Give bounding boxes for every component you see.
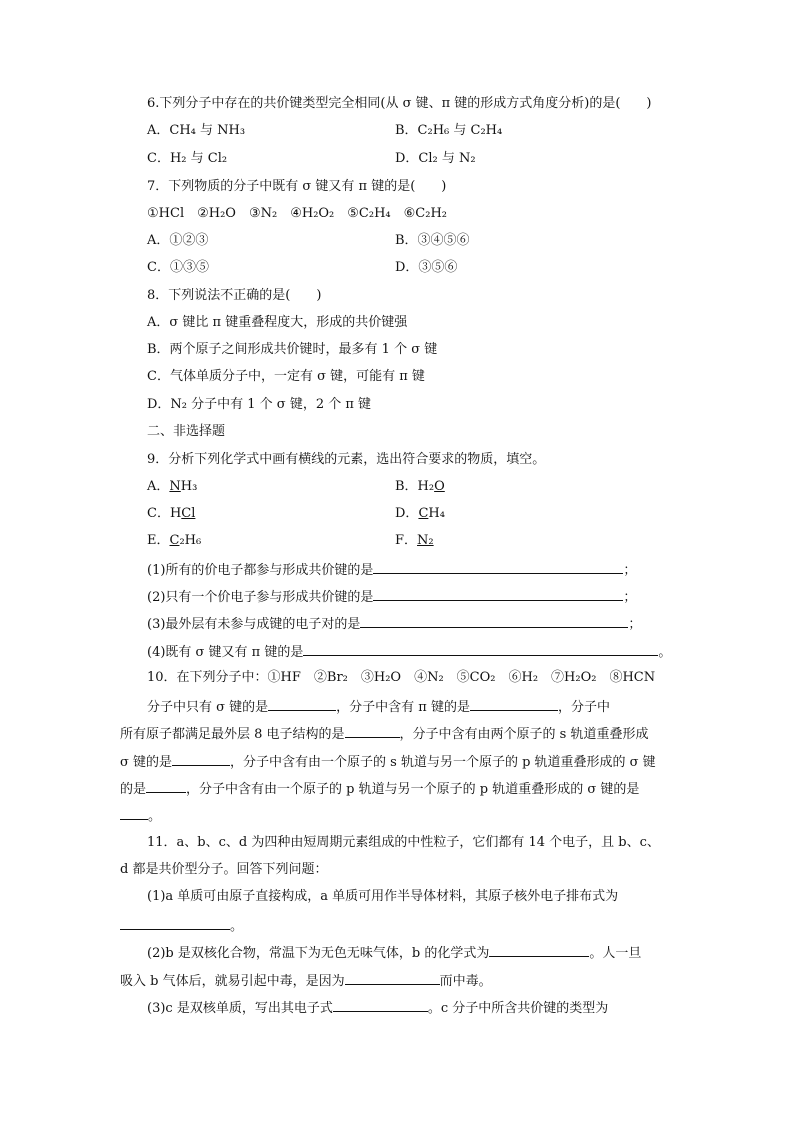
q11-part-1: (1)a 单质可由原子直接构成，a 单质可用作半导体材料，其原子核外电子排布式为 <box>147 889 619 904</box>
q10-line-1: 分子中只有 σ 键的是 ，分子中含有 π 键的是 ，分子中 <box>147 697 610 717</box>
answer-blank[interactable] <box>345 971 440 985</box>
q10-line-5: 。 <box>120 806 161 826</box>
q9-part-4: (4)既有 σ 键又有 π 键的是 。 <box>147 642 671 662</box>
q6-option-d: D．Cl₂ 与 N₂ <box>395 151 476 166</box>
answer-blank[interactable] <box>268 697 336 711</box>
answer-blank[interactable] <box>120 806 148 820</box>
q11-part-2: (2)b 是双核化合物，常温下为无色无味气体，b 的化学式为 。人一旦 <box>147 943 641 963</box>
q7-option-d: D．③⑤⑥ <box>395 260 458 275</box>
q10-line-2: 所有原子都满足最外层 8 电子结构的是 ，分子中含有由两个原子的 s 轨道重叠形成 <box>120 724 648 744</box>
q8-option-a: A．σ 键比 π 键重叠程度大，形成的共价键强 <box>147 315 408 330</box>
answer-blank[interactable] <box>373 587 623 601</box>
answer-blank[interactable] <box>146 779 186 793</box>
q9-part-1: (1)所有的价电子都参与形成共价键的是 ； <box>147 560 636 580</box>
q11-part-1-answer: 。 <box>120 916 243 936</box>
q8-option-d: D．N₂ 分子中有 1 个 σ 键，2 个 π 键 <box>147 397 372 412</box>
q9-option-c: C．HCl <box>147 506 196 521</box>
q9-part-3: (3)最外层有未参与成键的电子对的是 ； <box>147 614 641 634</box>
answer-blank[interactable] <box>333 998 428 1012</box>
q11-line-1: 11．a、b、c、d 为四种由短周期元素组成的中性粒子，它们都有 14 个电子，且 b、c、 <box>147 835 660 850</box>
q8-option-b: B．两个原子之间形成共价键时，最多有 1 个 σ 键 <box>147 342 438 357</box>
q7-option-b: B．③④⑤⑥ <box>395 233 470 248</box>
q9-option-b: B．H₂O <box>395 479 445 494</box>
q6-option-c: C．H₂ 与 Cl₂ <box>147 151 228 166</box>
q6-option-b: B．C₂H₆ 与 C₂H₄ <box>395 123 503 138</box>
answer-blank[interactable] <box>489 943 589 957</box>
q11-line-2: d 都是共价型分子。回答下列问题： <box>120 862 328 877</box>
q10-stem: 10．在下列分子中：①HF ②Br₂ ③H₂O ④N₂ ⑤CO₂ ⑥H₂ ⑦H₂O₂ ⑧HCN <box>147 670 656 685</box>
q9-part-2: (2)只有一个价电子参与形成共价键的是 ； <box>147 587 636 607</box>
q7-option-c: C．①③⑤ <box>147 260 209 275</box>
answer-blank[interactable] <box>373 560 623 574</box>
q9-option-d: D．CH₄ <box>395 506 445 521</box>
q11-part-3: (3)c 是双核单质，写出其电子式 。c 分子中所含共价键的类型为 <box>147 998 608 1018</box>
q10-line-4: 的是 ，分子中含有由一个原子的 p 轨道与另一个原子的 p 轨道重叠形成的 σ 键的是 <box>120 779 639 799</box>
q6-option-a: A．CH₄ 与 NH₃ <box>147 123 246 138</box>
answer-blank[interactable] <box>120 916 230 930</box>
q9-option-e: E．C₂H₆ <box>147 533 202 548</box>
answer-blank[interactable] <box>360 614 628 628</box>
q9-option-a: A．NH₃ <box>147 479 198 494</box>
q9-option-f: F．N₂ <box>395 533 434 548</box>
q7-option-a: A．①②③ <box>147 233 209 248</box>
section-heading: 二、非选择题 <box>147 424 226 439</box>
answer-blank[interactable] <box>303 642 658 656</box>
q9-stem: 9．分析下列化学式中画有横线的元素，选出符合要求的物质，填空。 <box>147 452 546 467</box>
q11-part-2-cont: 吸入 b 气体后，就易引起中毒，是因为 而中毒。 <box>120 971 492 991</box>
answer-blank[interactable] <box>470 697 558 711</box>
answer-blank[interactable] <box>345 724 400 738</box>
q8-option-c: C．气体单质分子中，一定有 σ 键，可能有 π 键 <box>147 369 425 384</box>
q6-stem: 6.下列分子中存在的共价键类型完全相同(从 σ 键、π 键的形成方式角度分析)的是( ) <box>147 96 652 111</box>
q7-items: ①HCl ②H₂O ③N₂ ④H₂O₂ ⑤C₂H₄ ⑥C₂H₂ <box>147 206 447 221</box>
answer-blank[interactable] <box>172 752 230 766</box>
q8-stem: 8．下列说法不正确的是( ) <box>147 288 322 303</box>
q10-line-3: σ 键的是 ，分子中含有由一个原子的 s 轨道与另一个原子的 p 轨道重叠形成的 σ 键 <box>120 752 656 772</box>
q7-stem: 7．下列物质的分子中既有 σ 键又有 π 键的是( ) <box>147 179 447 194</box>
